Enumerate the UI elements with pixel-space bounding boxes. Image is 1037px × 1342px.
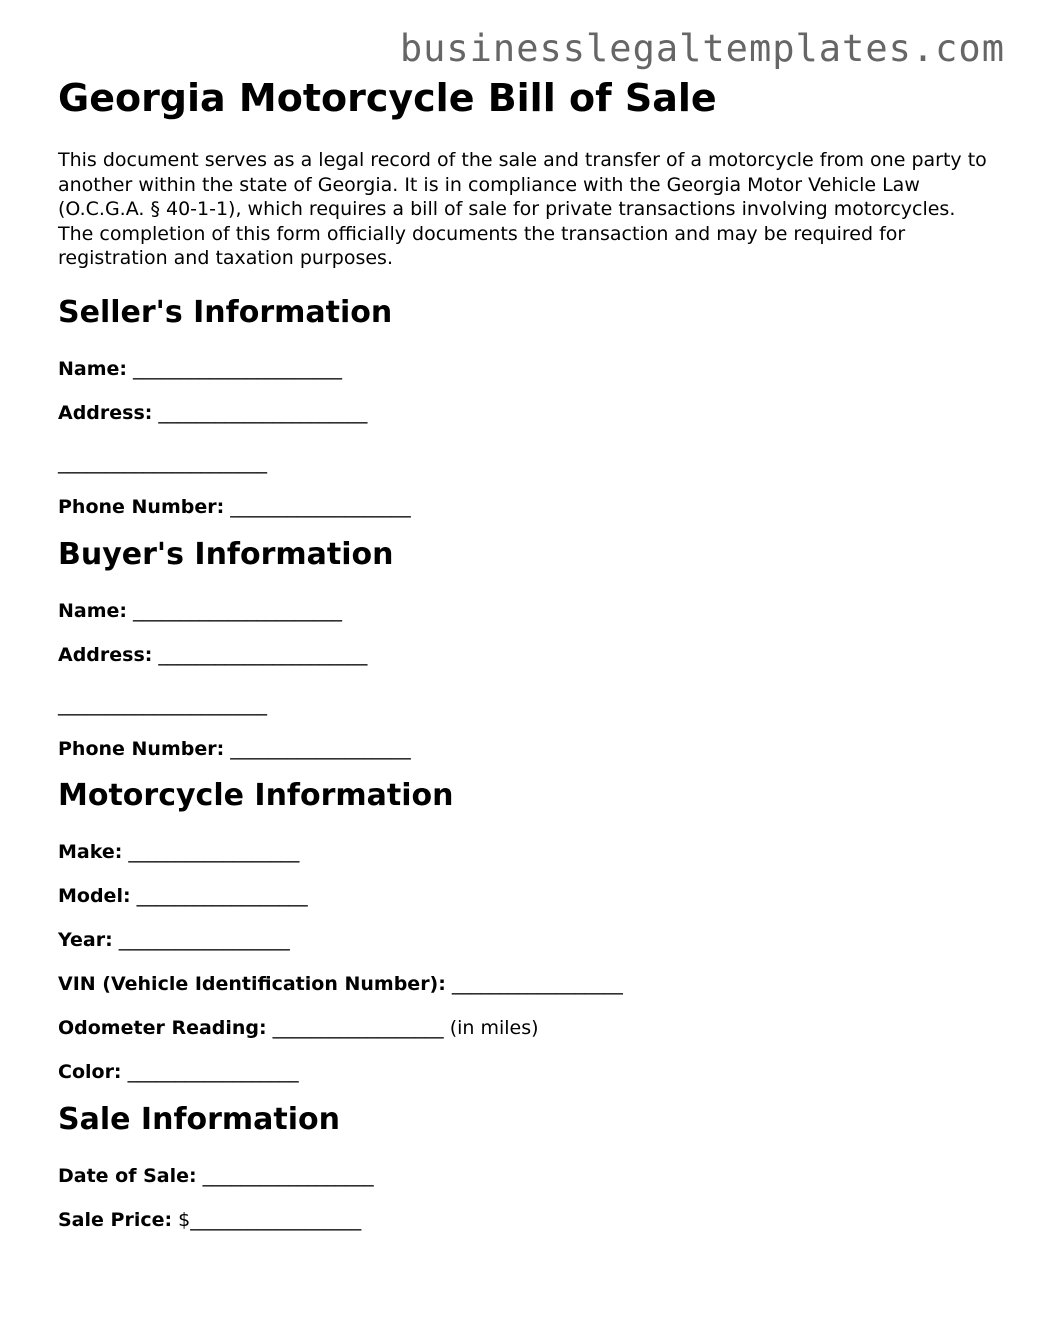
sale-price-label: Sale Price: — [58, 1208, 173, 1231]
seller-phone-field — [58, 495, 988, 519]
seller-address-field — [58, 401, 988, 425]
sale-section — [58, 1102, 988, 1232]
vin-field — [58, 972, 988, 996]
buyer-address-label: Address: — [58, 643, 153, 666]
seller-name-field — [58, 357, 988, 381]
buyer-address-blank[interactable]: ______________________ — [152, 643, 368, 666]
intro-paragraph: This document serves as a legal record of the sale and transfer of a motorcycle from one party to another within the state of Georgia. It is in compliance with the Georgia Motor Vehicle Law (O.C.G.A. § 40-1-1), which requires a bill of sale for private transactions involving motorcycles. The completion of this form officially documents the transaction and may be required for registration and taxation purposes. — [58, 149, 987, 269]
vin-blank[interactable]: __________________ — [445, 972, 623, 995]
seller-name-label: Name: — [58, 357, 128, 380]
make-label: Make: — [58, 840, 123, 863]
year-field — [58, 928, 988, 952]
sale-price-blank[interactable]: $__________________ — [172, 1208, 362, 1231]
year-label: Year: — [58, 928, 113, 951]
document-title: Georgia Motorcycle Bill of Sale — [58, 76, 717, 120]
watermark: businesslegaltemplates.com — [399, 27, 1005, 70]
color-blank[interactable]: __________________ — [121, 1060, 299, 1083]
buyer-name-blank[interactable]: ______________________ — [127, 599, 343, 622]
buyer-phone-field — [58, 737, 988, 761]
odometer-label: Odometer Reading: — [58, 1016, 267, 1039]
year-blank[interactable]: __________________ — [112, 928, 290, 951]
model-label: Model: — [58, 884, 131, 907]
seller-heading: Seller's Information — [58, 294, 393, 330]
seller-address-blank[interactable]: ______________________ — [152, 401, 368, 424]
odometer-unit: (in miles) — [443, 1016, 539, 1039]
sale-date-label: Date of Sale: — [58, 1164, 197, 1187]
seller-address-label: Address: — [58, 401, 153, 424]
buyer-name-label: Name: — [58, 599, 128, 622]
buyer-phone-label: Phone Number: — [58, 737, 225, 760]
model-blank[interactable]: __________________ — [130, 884, 308, 907]
motorcycle-heading: Motorcycle Information — [58, 777, 454, 813]
sale-date-field — [58, 1164, 988, 1188]
vin-label: VIN (Vehicle Identification Number): — [58, 972, 446, 995]
sale-date-blank[interactable]: __________________ — [196, 1164, 374, 1187]
motorcycle-section — [58, 778, 988, 1084]
buyer-heading: Buyer's Information — [58, 536, 394, 572]
seller-section — [58, 295, 988, 519]
buyer-phone-blank[interactable]: ___________________ — [224, 737, 411, 760]
sale-heading: Sale Information — [58, 1101, 340, 1137]
seller-phone-blank[interactable]: ___________________ — [224, 495, 411, 518]
sale-price-field — [58, 1208, 988, 1232]
seller-address-line2[interactable]: ______________________ — [58, 451, 267, 474]
model-field — [58, 884, 988, 908]
buyer-address-line2[interactable]: ______________________ — [58, 693, 267, 716]
buyer-address-field — [58, 643, 988, 667]
document-page — [58, 76, 988, 1232]
make-field — [58, 840, 988, 864]
seller-name-blank[interactable]: ______________________ — [127, 357, 343, 380]
buyer-section — [58, 537, 988, 761]
make-blank[interactable]: __________________ — [122, 840, 300, 863]
odometer-field — [58, 1016, 988, 1040]
color-label: Color: — [58, 1060, 122, 1083]
color-field — [58, 1060, 988, 1084]
odometer-blank[interactable]: __________________ — [266, 1016, 444, 1039]
seller-phone-label: Phone Number: — [58, 495, 225, 518]
buyer-name-field — [58, 599, 988, 623]
